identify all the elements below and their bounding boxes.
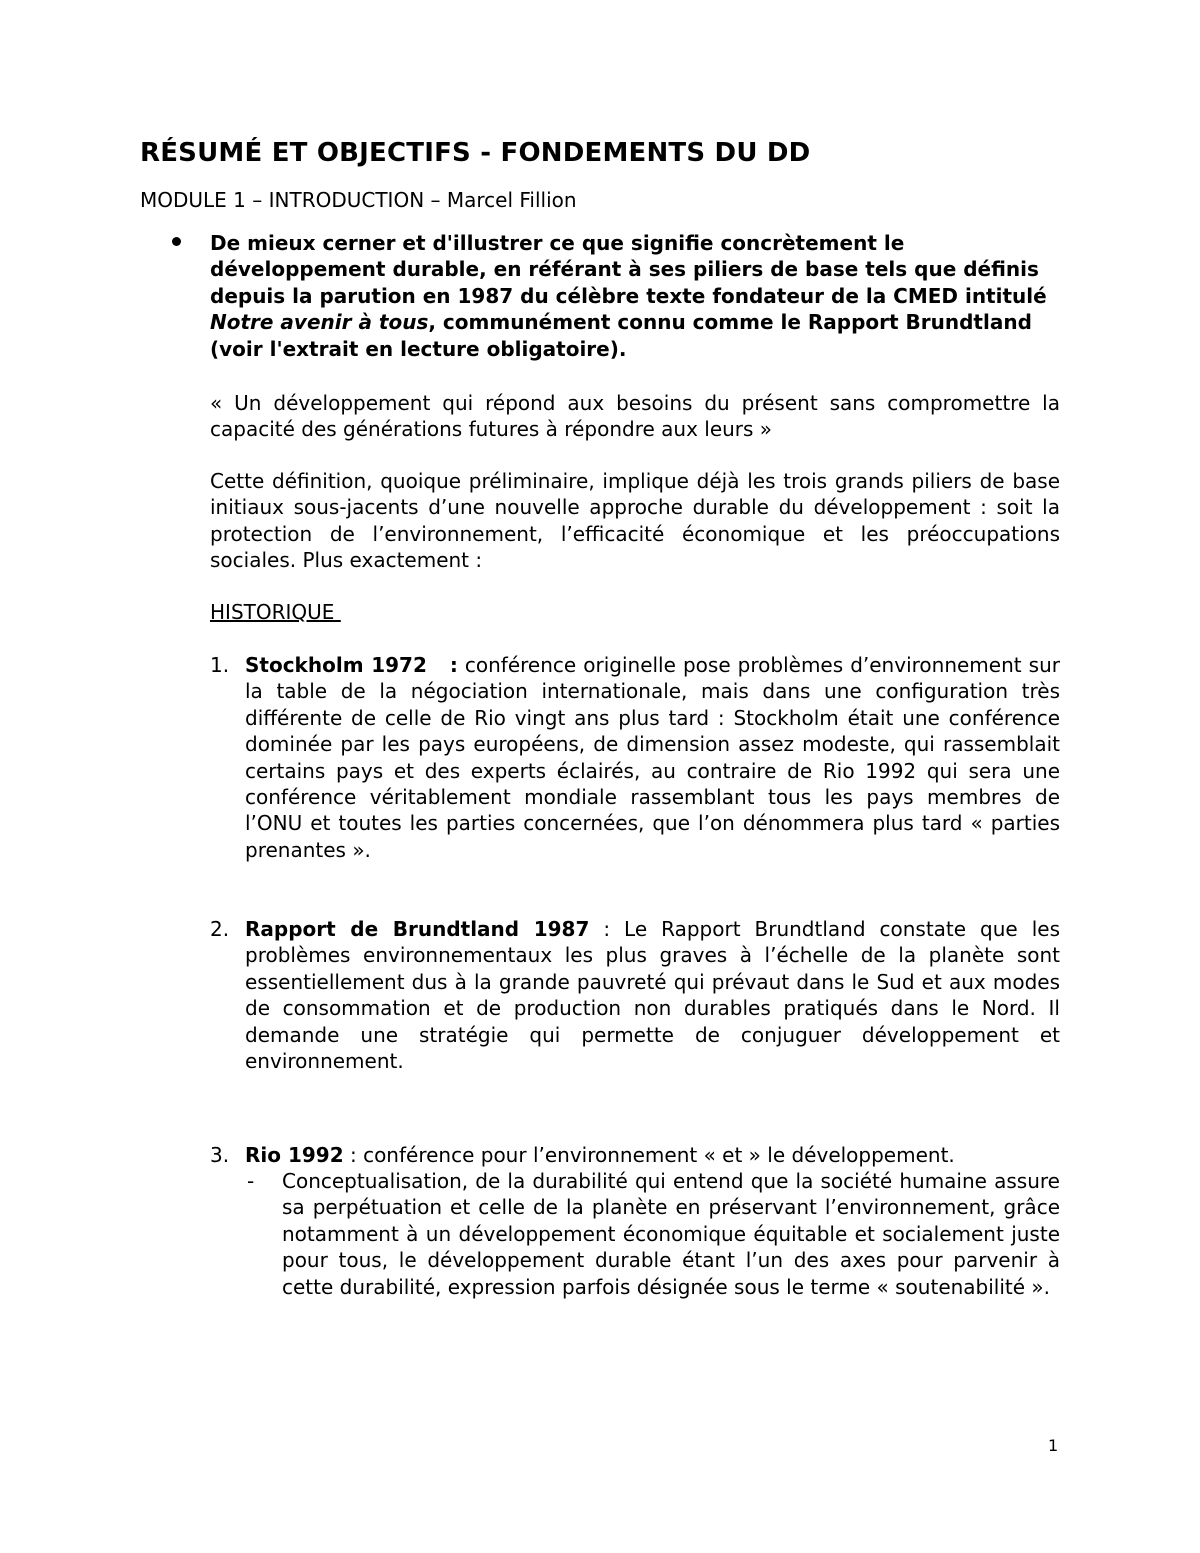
list-item-heading: Rapport de Brundtland 1987 bbox=[245, 917, 590, 941]
list-item-text: : Le Rapport Brundtland constate que les problèmes environnementaux les plus graves à l’échelle de la planète sont essentiellement dus à la grande pauvreté qui prévaut dans le Sud et aux modes de consommation et de production non durables pratiqués dans le Nord. Il demande une stratégie qui permette de conjuguer développement et environnement. bbox=[245, 917, 1060, 1074]
list-item-stockholm bbox=[245, 652, 1060, 863]
objective-text bbox=[210, 230, 1060, 362]
document-title: RÉSUMÉ ET OBJECTIFS - FONDEMENTS DU DD bbox=[140, 138, 811, 168]
page-number: 1 bbox=[1048, 1436, 1059, 1455]
definition-paragraph: Cette définition, quoique préliminaire, implique déjà les trois grands piliers de base initiaux sous-jacents d’une nouvelle approche durable du développement : soit la protection de l’environnement, l’efficacité économique et les préoccupations sociales. Plus exactement : bbox=[210, 469, 1060, 573]
definition-quote: « Un développement qui répond aux besoins du présent sans compromettre la capacité des générations futures à répondre aux leurs » bbox=[210, 391, 1060, 442]
module-subtitle: MODULE 1 – INTRODUCTION – Marcel Fillion bbox=[140, 188, 577, 212]
list-number: 3. bbox=[210, 1143, 230, 1167]
list-item-heading: Stockholm 1972 : bbox=[245, 653, 458, 677]
historique-heading: HISTORIQUE bbox=[210, 600, 341, 624]
sub-list-dash: - bbox=[247, 1169, 255, 1193]
list-item-rio bbox=[245, 1142, 1060, 1168]
list-number: 2. bbox=[210, 917, 230, 941]
objective-part-1: De mieux cerner et d'illustrer ce que signifie concrètement le développement durable, en référant à ses piliers de base tels que définis depuis la parution en 1987 du célèbre texte fondateur de la CMED intitulé bbox=[210, 231, 1047, 308]
bullet-dot-icon bbox=[172, 237, 181, 246]
sub-list-item-text: Conceptualisation, de la durabilité qui entend que la société humaine assure sa perpétuation et celle de la planète en préservant l’environnement, grâce notamment à un développement économique équitable et socialement juste pour tous, le développement durable étant l’un des axes pour parvenir à cette durabilité, expression parfois désignée sous le terme « soutenabilité ». bbox=[282, 1169, 1060, 1299]
objective-part-2: , communément connu comme le Rapport Brundtland (voir l'extrait en lecture obligatoire). bbox=[210, 310, 1032, 361]
list-item-text: conférence originelle pose problèmes d’environnement sur la table de la négociation internationale, mais dans une configuration très différente de celle de Rio vingt ans plus tard : Stockholm était une conférence dominée par les pays européens, de dimension assez modeste, qui rassemblait certains pays et des experts éclairés, au contraire de Rio 1992 qui sera une conférence véritablement mondiale rassemblant tous les pays membres de l’ONU et toutes les parties concernées, que l’on dénommera plus tard « parties prenantes ». bbox=[245, 653, 1060, 862]
list-item-brundtland bbox=[245, 916, 1060, 1074]
objective-book-title: Notre avenir à tous bbox=[210, 310, 429, 335]
list-item-heading: Rio 1992 bbox=[245, 1143, 344, 1167]
list-item-text: : conférence pour l’environnement « et » le développement. bbox=[343, 1143, 955, 1167]
list-number: 1. bbox=[210, 653, 230, 677]
